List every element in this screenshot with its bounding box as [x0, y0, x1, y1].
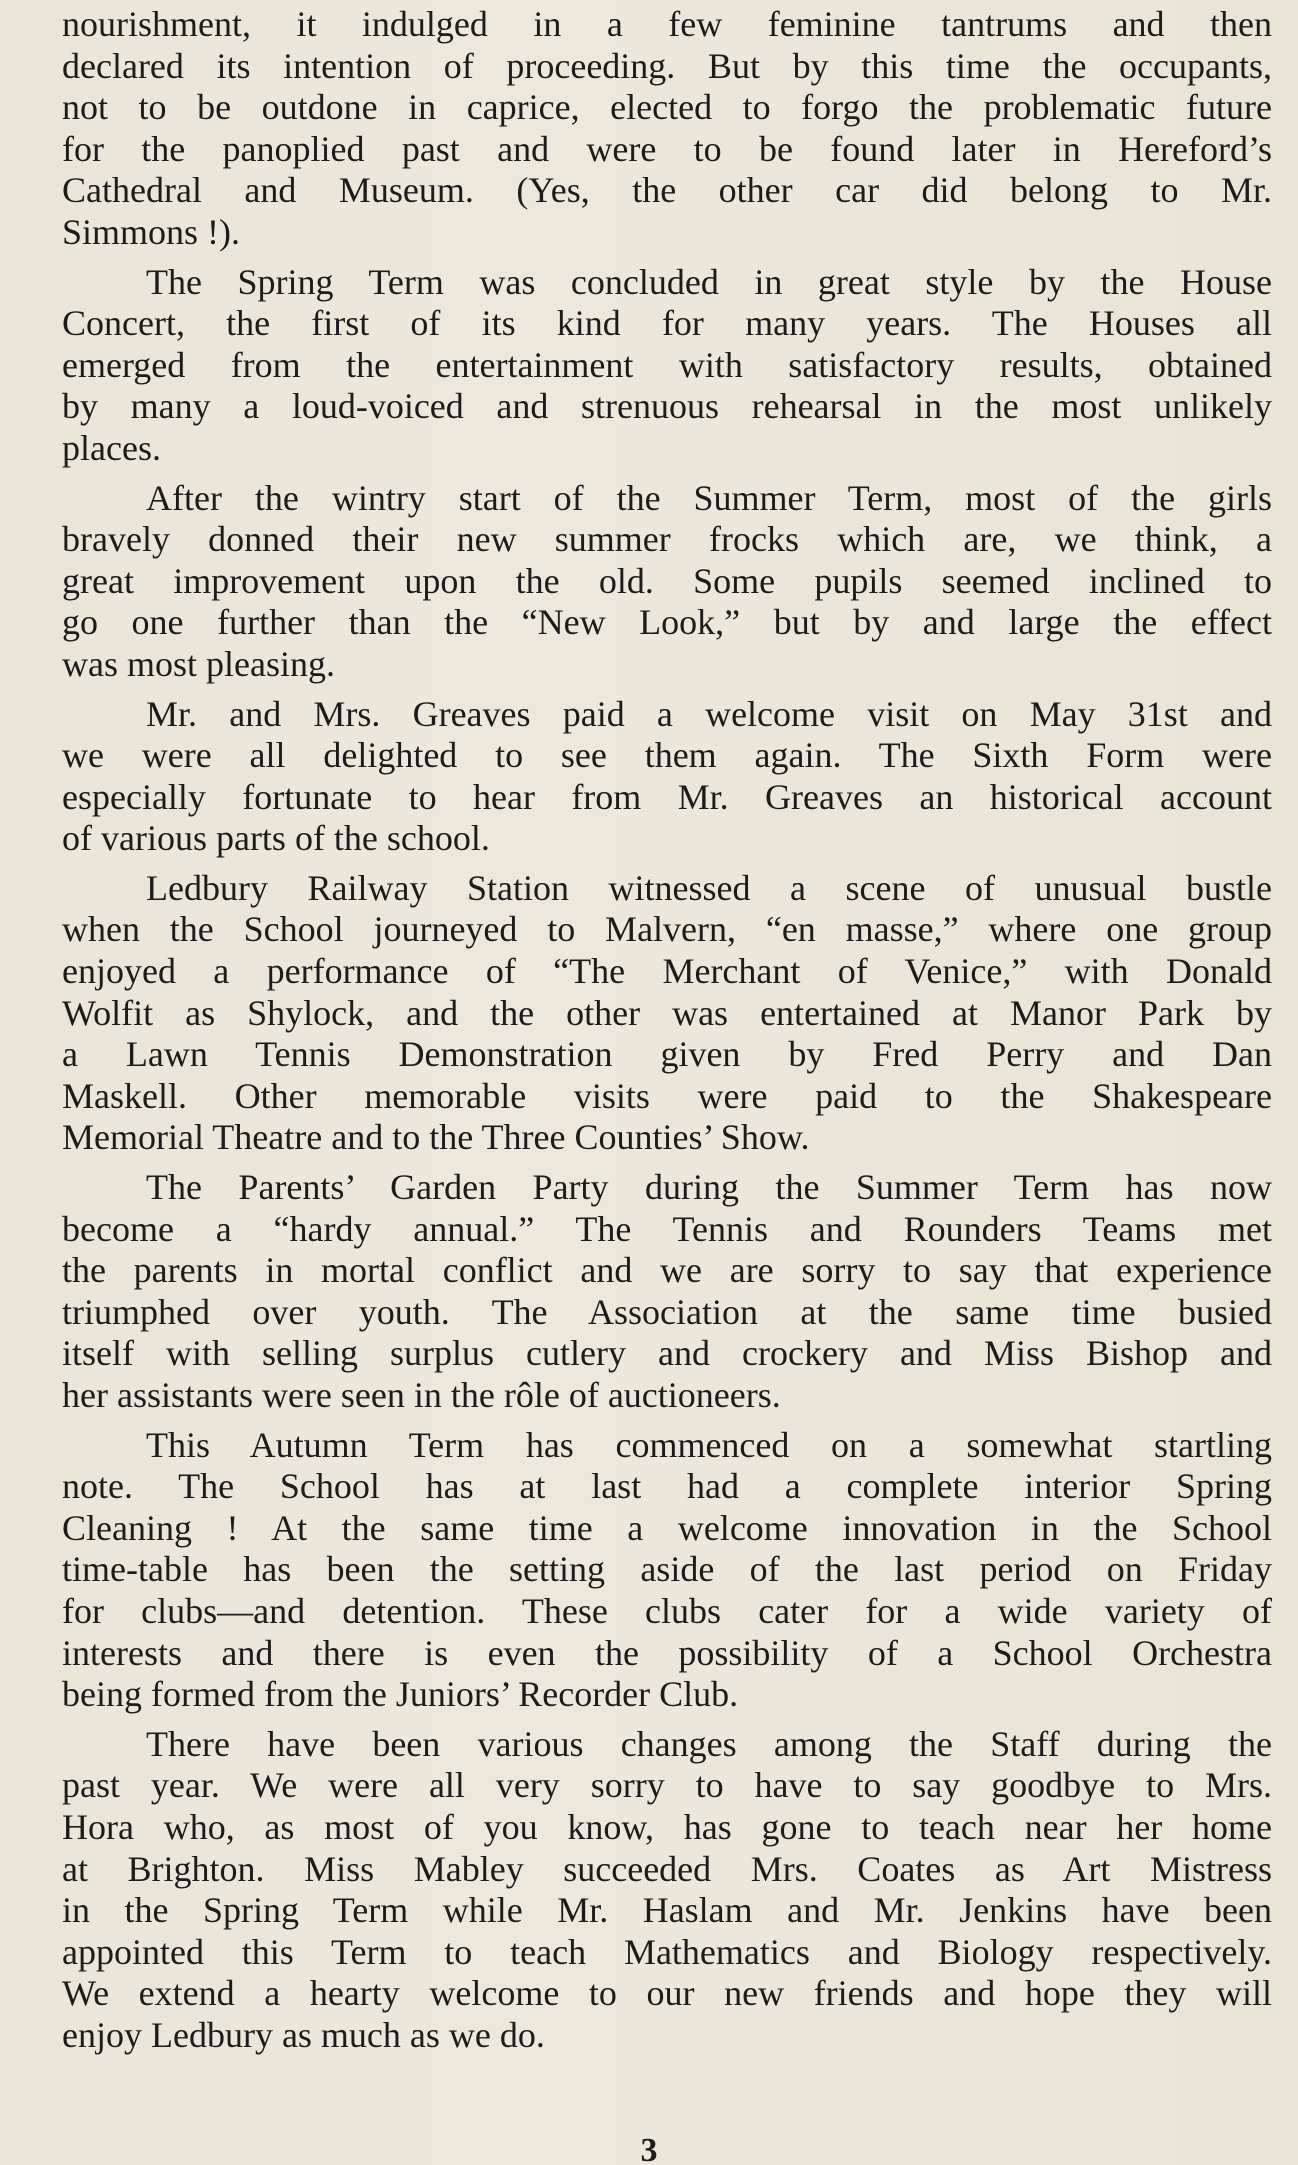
- text-line: enjoyed a performance of “The Merchant of Venice,” with Donald: [62, 951, 1272, 992]
- text-line: especially fortunate to hear from Mr. Greaves an historical account: [62, 776, 1272, 817]
- paragraph: [62, 1425, 1272, 1716]
- paragraph: [62, 1167, 1272, 1417]
- text-line: in the Spring Term while Mr. Haslam and Mr. Jenkins have been: [62, 1890, 1272, 1931]
- paragraph: [62, 262, 1272, 470]
- text-line: interests and there is even the possibility of a School Orchestra: [62, 1632, 1272, 1673]
- text-line: Hora who, as most of you know, has gone to teach near her home: [62, 1806, 1272, 1847]
- text-line: Wolfit as Shylock, and the other was entertained at Manor Park by: [62, 992, 1272, 1033]
- text-line: declared its intention of proceeding. But by this time the occupants,: [62, 45, 1272, 86]
- text-line: Concert, the first of its kind for many years. The Houses all: [62, 303, 1272, 344]
- text-line: for the panoplied past and were to be found later in Hereford’s: [62, 128, 1272, 169]
- text-line: not to be outdone in caprice, elected to forgo the problematic future: [62, 87, 1272, 128]
- text-line: This Autumn Term has commenced on a somewhat startling: [146, 1424, 1272, 1465]
- text-line: we were all delighted to see them again. The Sixth Form were: [62, 735, 1272, 776]
- text-line: when the School journeyed to Malvern, “en masse,” where one group: [62, 909, 1272, 950]
- text-line: for clubs—and detention. These clubs cater for a wide variety of: [62, 1590, 1272, 1631]
- text-line: The Parents’ Garden Party during the Summer Term has now: [146, 1167, 1272, 1208]
- text-line: being formed from the Juniors’ Recorder Club.: [62, 1674, 739, 1715]
- paragraph: [62, 694, 1272, 860]
- text-line: go one further than the “New Look,” but by and large the effect: [62, 602, 1272, 643]
- text-line: places.: [62, 427, 161, 468]
- text-line: become a “hardy annual.” The Tennis and Rounders Teams met: [62, 1208, 1272, 1249]
- page-number: 3: [640, 2132, 658, 2165]
- text-line: was most pleasing.: [62, 643, 335, 684]
- text-line: by many a loud-voiced and strenuous rehearsal in the most unlikely: [62, 386, 1272, 427]
- paragraph: [62, 478, 1272, 686]
- text-line: great improvement upon the old. Some pupils seemed inclined to: [62, 560, 1272, 601]
- text-line: triumphed over youth. The Association at the same time busied: [62, 1291, 1272, 1332]
- text-line: Cathedral and Museum. (Yes, the other car did belong to Mr.: [62, 170, 1272, 211]
- text-line: We extend a hearty welcome to our new friends and hope they will: [62, 1973, 1272, 2014]
- text-line: at Brighton. Miss Mabley succeeded Mrs. Coates as Art Mistress: [62, 1848, 1272, 1889]
- text-line: Mr. and Mrs. Greaves paid a welcome visit on May 31st and: [146, 693, 1272, 734]
- text-line: The Spring Term was concluded in great style by the House: [146, 261, 1272, 302]
- text-line: After the wintry start of the Summer Term, most of the girls: [146, 477, 1272, 518]
- paragraph: [62, 1724, 1272, 2057]
- text-line: Maskell. Other memorable visits were paid to the Shakespeare: [62, 1075, 1272, 1116]
- text-line: appointed this Term to teach Mathematics and Biology respectively.: [62, 1931, 1272, 1972]
- text-line: her assistants were seen in the rôle of auctioneers.: [62, 1375, 781, 1415]
- text-line: emerged from the entertainment with satisfactory results, obtained: [62, 344, 1272, 385]
- text-line: note. The School has at last had a complete interior Spring: [62, 1466, 1272, 1507]
- text-line: a Lawn Tennis Demonstration given by Fred Perry and Dan: [62, 1034, 1272, 1075]
- text-line: Memorial Theatre and to the Three Counties’ Show.: [62, 1117, 810, 1158]
- text-line: past year. We were all very sorry to have to say goodbye to Mrs.: [62, 1765, 1272, 1806]
- text-line: Ledbury Railway Station witnessed a scene of unusual bustle: [146, 867, 1272, 908]
- text-line: itself with selling surplus cutlery and crockery and Miss Bishop and: [62, 1333, 1272, 1374]
- text-line: Simmons !).: [62, 211, 241, 252]
- text-line: nourishment, it indulged in a few feminine tantrums and then: [62, 4, 1272, 44]
- text-line: enjoy Ledbury as much as we do.: [62, 2014, 545, 2055]
- text-line: time-table has been the setting aside of the last period on Friday: [62, 1549, 1272, 1590]
- article-body: [62, 4, 1272, 2065]
- text-line: the parents in mortal conflict and we are sorry to say that experience: [62, 1250, 1272, 1291]
- text-line: Cleaning ! At the same time a welcome innovation in the School: [62, 1507, 1272, 1548]
- text-line: There have been various changes among the Staff during the: [146, 1723, 1272, 1764]
- text-line: bravely donned their new summer frocks which are, we think, a: [62, 519, 1272, 560]
- text-line: of various parts of the school.: [62, 818, 490, 859]
- paragraph: [62, 868, 1272, 1159]
- paragraph: [62, 4, 1272, 254]
